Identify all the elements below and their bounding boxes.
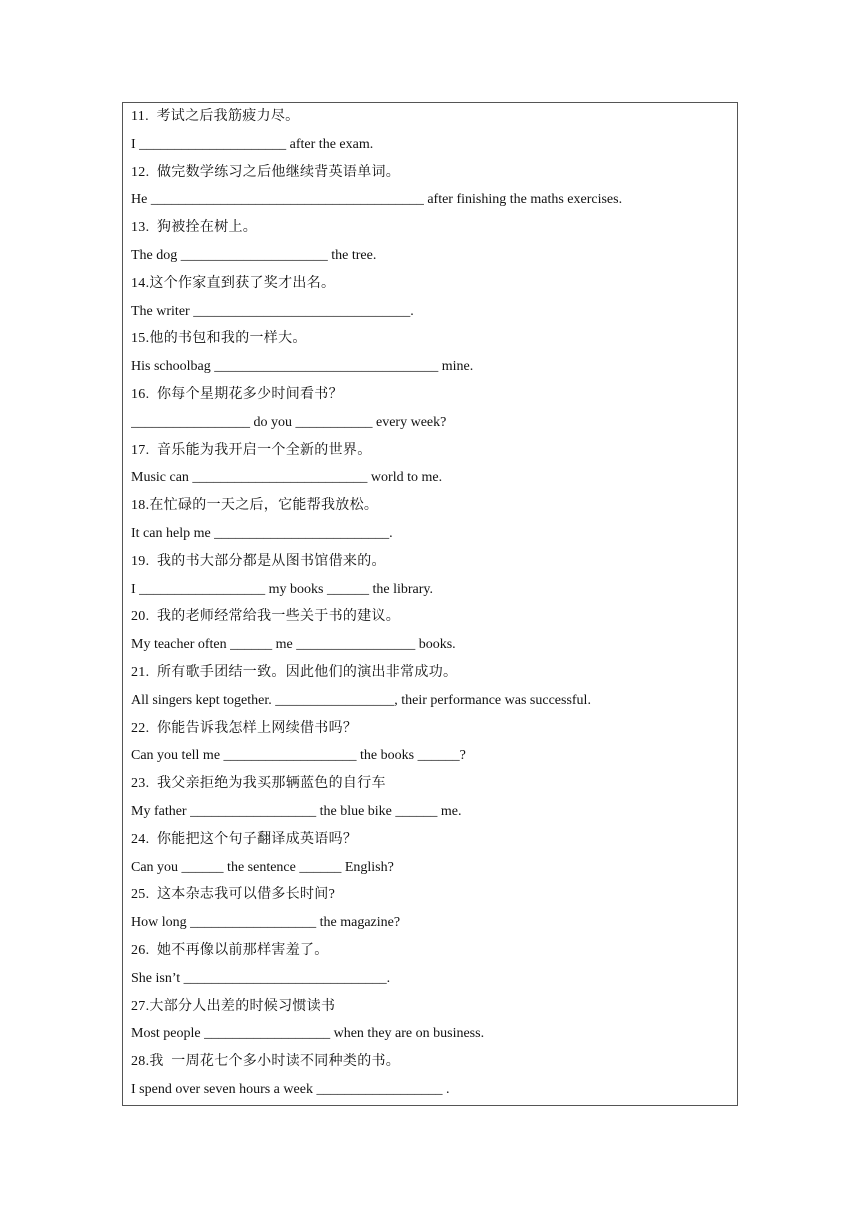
- english-blank-sentence: Can you tell me ___________________ the books ______?: [131, 748, 466, 764]
- english-blank-sentence: He _______________________________________ after finishing the maths exercises.: [131, 192, 623, 208]
- english-blank-sentence: I __________________ my books ______ the library.: [131, 581, 434, 597]
- english-blank-sentence: My father __________________ the blue bike ______ me.: [131, 803, 462, 819]
- chinese-prompt: 21. 所有歌手团结一致。因此他们的演出非常成功。: [131, 664, 458, 680]
- chinese-prompt: 25. 这本杂志我可以借多长时间?: [131, 887, 336, 903]
- english-blank-sentence: The dog _____________________ the tree.: [131, 247, 377, 263]
- chinese-prompt: 11. 考试之后我筋疲力尽。: [131, 109, 300, 124]
- chinese-prompt: 16. 你每个星期花多少时间看书？: [131, 386, 343, 402]
- exercise-list: [131, 103, 731, 1104]
- english-blank-sentence: How long __________________ the magazine?: [131, 915, 401, 931]
- chinese-prompt: 26. 她不再像以前那样害羞了。: [131, 942, 329, 958]
- english-blank-sentence: The writer _______________________________.: [131, 303, 414, 319]
- worksheet-box: [122, 102, 738, 1106]
- english-blank-sentence: _________________ do you ___________ every week?: [131, 414, 447, 430]
- chinese-prompt: 20. 我的老师经常给我一些关于书的建议。: [131, 609, 401, 625]
- english-blank-sentence: Most people __________________ when they are on business.: [131, 1026, 485, 1042]
- chinese-prompt: 28.我 一周花七个多小时读不同种类的书。: [131, 1054, 401, 1070]
- chinese-prompt: 22. 你能告诉我怎样上网续借书吗？: [131, 720, 358, 736]
- chinese-prompt: 24. 你能把这个句子翻译成英语吗？: [131, 831, 358, 847]
- english-blank-sentence: I _____________________ after the exam.: [131, 136, 374, 152]
- chinese-prompt: 18.在忙碌的一天之后，它能帮我放松。: [131, 498, 379, 514]
- english-blank-sentence: Can you ______ the sentence ______ English?: [131, 859, 394, 875]
- chinese-prompt: 15.他的书包和我的一样大。: [131, 331, 307, 347]
- chinese-prompt: 27.大部分人出差的时候习惯读书: [131, 998, 336, 1014]
- chinese-prompt: 23. 我父亲拒绝为我买那辆蓝色的自行车: [131, 776, 386, 792]
- english-blank-sentence: I spend over seven hours a week __________________ .: [131, 1081, 450, 1097]
- english-blank-sentence: It can help me _________________________.: [131, 525, 393, 541]
- chinese-prompt: 17. 音乐能为我开启一个全新的世界。: [131, 442, 372, 458]
- chinese-prompt: 13. 狗被拴在树上。: [131, 220, 258, 236]
- english-blank-sentence: She isn’t _____________________________.: [131, 970, 391, 986]
- english-blank-sentence: My teacher often ______ me _________________ books.: [131, 637, 456, 653]
- chinese-prompt: 14.这个作家直到获了奖才出名。: [131, 275, 336, 291]
- chinese-prompt: 19. 我的书大部分都是从图书馆借来的。: [131, 553, 386, 569]
- english-blank-sentence: Music can _________________________ world to me.: [131, 470, 443, 486]
- english-blank-sentence: All singers kept together. _________________, their performance was successful.: [131, 692, 591, 708]
- english-blank-sentence: His schoolbag ________________________________ mine.: [131, 359, 474, 375]
- chinese-prompt: 12. 做完数学练习之后他继续背英语单词。: [131, 164, 401, 180]
